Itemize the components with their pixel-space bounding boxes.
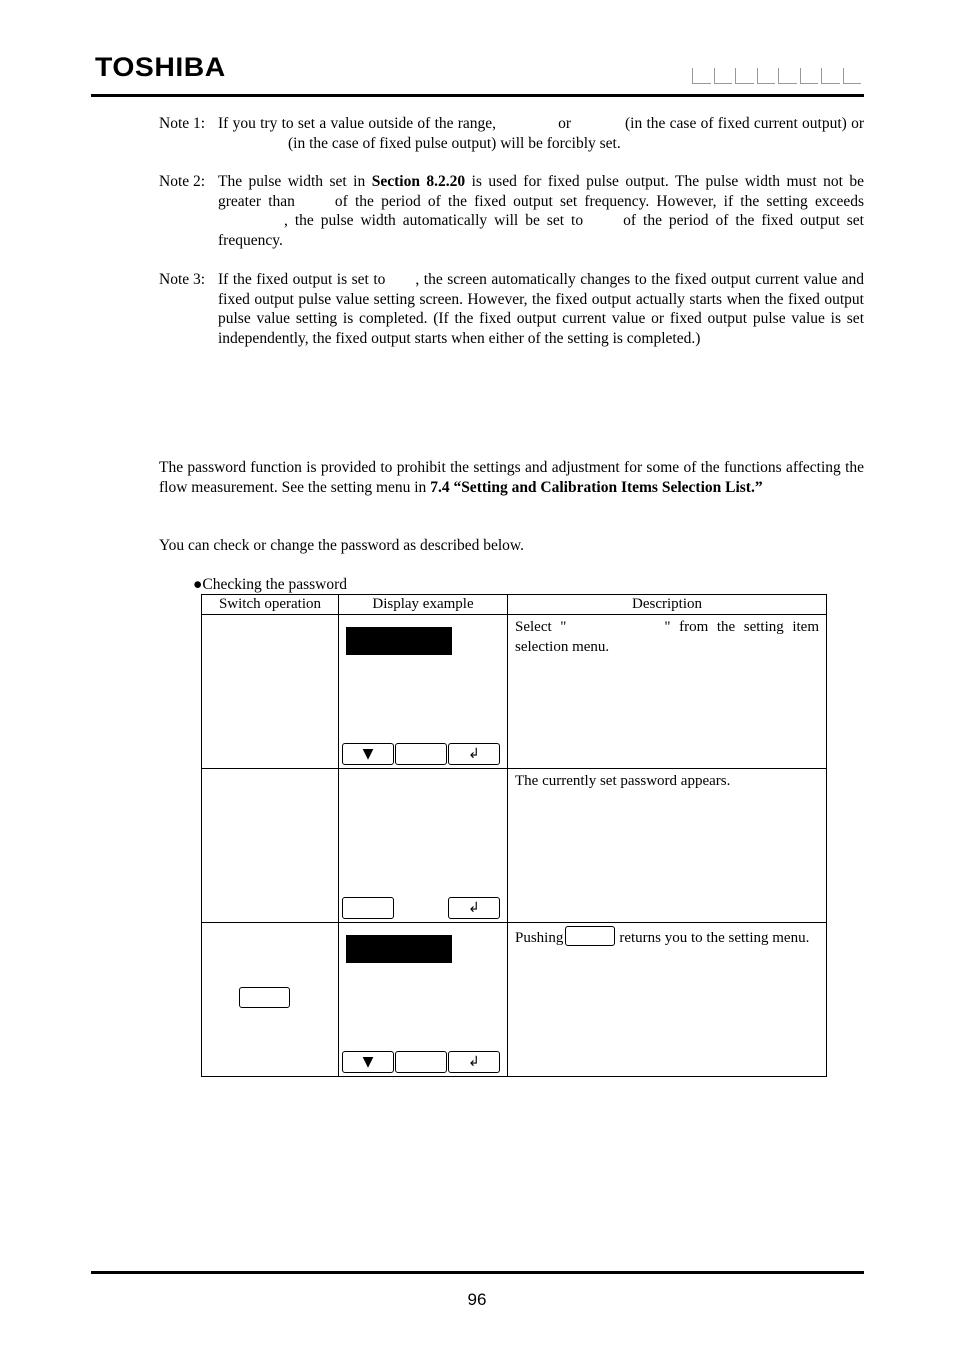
- soft-keys: [342, 1051, 500, 1073]
- table-caption: ●Checking the password: [193, 576, 348, 593]
- enter-key[interactable]: [448, 1051, 500, 1073]
- description-cell: Select " " from the setting item selection menu.: [508, 615, 827, 769]
- note-label: Note 3:: [159, 271, 206, 288]
- note-text: If you try to set a value outside of the range, or (in the case of fixed current output) or(in the case of fixed pulse output) will be forcibly set.: [218, 115, 864, 152]
- soft-keys: [342, 743, 500, 765]
- document-code-boxes: [692, 68, 864, 84]
- display-example-cell: [339, 615, 508, 769]
- switch-operation-cell: [202, 769, 339, 923]
- description-cell: Pushing returns you to the setting menu.: [508, 923, 827, 1077]
- blank-key[interactable]: [342, 897, 394, 919]
- down-arrow-icon: ▼: [362, 1054, 374, 1070]
- down-arrow-key[interactable]: [342, 743, 394, 765]
- password-intro-paragraph: The password function is provided to prohibit the settings and adjustment for some of the functions affecting the flow measurement. See the setting menu in 7.4 “Setting and Calibration Items Selection List.”: [159, 459, 864, 496]
- note-label: Note 1:: [159, 115, 206, 132]
- switch-operation-cell: [202, 615, 339, 769]
- blank-key[interactable]: [395, 1051, 447, 1073]
- description-cell: The currently set password appears.: [508, 769, 827, 923]
- escape-key-icon: [565, 926, 615, 946]
- soft-keys: [342, 897, 500, 919]
- password-procedure-table: [201, 594, 827, 1077]
- note-1: [159, 114, 864, 153]
- column-header: Switch operation: [202, 595, 339, 615]
- table-row: [202, 769, 827, 923]
- table-row: [202, 923, 827, 1077]
- enter-icon: ↲: [468, 746, 480, 762]
- table-header-row: [202, 595, 827, 615]
- note-text: If the fixed output is set to , the screen automatically changes to the fixed output current value and fixed output pulse value setting screen. However, the fixed output actually starts when the fixed output pulse value setting is completed. (If the fixed output current value or fixed output pulse value is set independently, the fixed output starts when either of the setting is completed.): [218, 271, 864, 347]
- display-example-cell: [339, 923, 508, 1077]
- down-arrow-key[interactable]: [342, 1051, 394, 1073]
- page-number: 96: [467, 1290, 487, 1309]
- password-check-paragraph: You can check or change the password as described below.: [159, 537, 524, 554]
- escape-key[interactable]: [239, 987, 290, 1008]
- column-header: Display example: [339, 595, 508, 615]
- section-reference: Section 8.2.20: [371, 173, 466, 190]
- footer-rule: [91, 1271, 864, 1274]
- header-rule: [91, 94, 864, 97]
- enter-icon: ↲: [468, 1054, 480, 1070]
- note-label: Note 2:: [159, 173, 206, 190]
- column-header: Description: [508, 595, 827, 615]
- section-reference: 7.4 “Setting and Calibration Items Selection List.”: [430, 478, 763, 496]
- switch-operation-cell: [202, 923, 339, 1077]
- enter-key[interactable]: [448, 743, 500, 765]
- display-example-cell: [339, 769, 508, 923]
- lcd-highlight-bar: [346, 935, 452, 963]
- note-text: The pulse width set in Section 8.2.20 is used for fixed pulse output. The pulse width must not be greater than of the period of the fixed output set frequency. However, if the setting exceeds, the pulse width automatically will be set to of the period of the fixed output set frequency.: [218, 173, 865, 249]
- note-3: [159, 270, 864, 348]
- note-2: [159, 172, 864, 250]
- blank-key[interactable]: [395, 743, 447, 765]
- enter-icon: ↲: [468, 900, 480, 916]
- table-row: [202, 615, 827, 769]
- lcd-highlight-bar: [346, 627, 452, 655]
- toshiba-logo: TOSHIBA: [95, 52, 226, 82]
- enter-key[interactable]: [448, 897, 500, 919]
- down-arrow-icon: ▼: [362, 746, 374, 762]
